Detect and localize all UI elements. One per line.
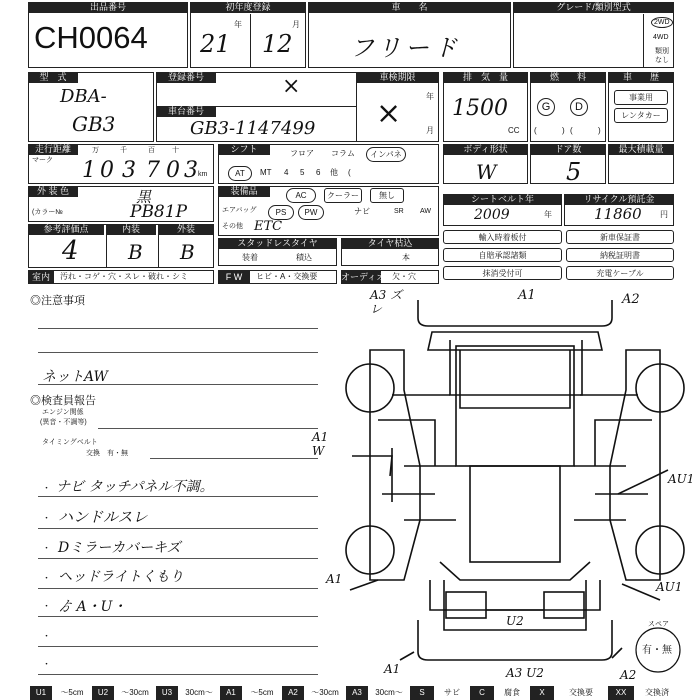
door-count-value: 5 xyxy=(566,158,582,186)
body-shape-label: ボディ形状 xyxy=(443,144,528,155)
engine-label-1: エンジン関係 xyxy=(42,409,84,416)
remark-line-7 xyxy=(38,674,318,675)
registration-month: 12 xyxy=(262,30,293,58)
remark-line-3 xyxy=(38,558,318,559)
exterior-grade-label: 外装 xyxy=(158,224,214,235)
equip-aw: AW xyxy=(420,208,432,215)
timing-line xyxy=(150,458,318,459)
engine-label-2: (異音・不調等) xyxy=(40,419,87,426)
legend-val-u1: 〜5cm xyxy=(60,688,84,697)
remark-line-6 xyxy=(38,646,318,647)
fw-items: ヒビ・A・交換要 xyxy=(256,272,318,281)
fw-title: F W xyxy=(218,270,250,284)
body-shape-value: W xyxy=(476,160,497,184)
remark-1: ナビ タッチパネル不調。 xyxy=(56,479,214,495)
color-number-label: (カラー№ xyxy=(32,209,63,216)
tire-unit: 本 xyxy=(402,253,410,262)
fuel-paren-3: ( xyxy=(570,126,573,135)
model-line1: DBA- xyxy=(60,86,107,107)
legend-val-s: サビ xyxy=(444,688,460,697)
interior-condition-title: 室内 xyxy=(28,270,54,284)
mileage-digit-3: 3 xyxy=(122,158,136,183)
fuel-g: G xyxy=(537,98,555,116)
history-rental: レンタカー xyxy=(614,108,668,123)
doc-insurance: 自賠承認諸類 xyxy=(443,248,562,262)
shift-4: 4 xyxy=(284,168,289,177)
shift-6: 6 xyxy=(316,168,321,177)
mileage-juu: 十 xyxy=(172,147,179,154)
seatbelt-unit: 年 xyxy=(544,210,552,219)
doc-cancel-ok: 抹消受付可 xyxy=(443,266,562,280)
shift-label: シフト xyxy=(218,144,270,155)
model-label: 型 式 xyxy=(28,72,78,83)
recycle-value: 11860 xyxy=(594,205,642,223)
inspection-label: 車検期限 xyxy=(356,72,439,83)
notes-line-2 xyxy=(38,352,318,353)
studless-label: スタッドレスタイヤ xyxy=(218,238,337,249)
legend-key-a1: A1 xyxy=(220,686,242,700)
car-name-label: 車 名 xyxy=(308,2,511,13)
displacement-value: 1500 xyxy=(452,96,508,121)
fuel-paren-2: ) xyxy=(562,126,565,135)
grade-label: グレード/類別型式 xyxy=(513,2,674,13)
mileage-mark-label: マーク xyxy=(32,157,53,164)
diagram-mark-au1-rear: AU1 xyxy=(656,580,683,594)
shift-other: 他 xyxy=(330,168,338,177)
remark-4: ヘッドライトくもり xyxy=(58,569,184,585)
remark-bullet-6: ・ xyxy=(42,631,52,641)
equip-sr: SR xyxy=(394,208,404,215)
diagram-mark-a1-w: A1 W xyxy=(312,430,329,458)
tire-label: タイヤ枯込 xyxy=(341,238,439,249)
diagram-mark-a1-left: A1 xyxy=(326,572,343,586)
history-business: 事業用 xyxy=(614,90,668,105)
engine-line xyxy=(98,428,318,429)
inspector-heading: ◎検査員報告 xyxy=(30,395,96,407)
inspection-month-unit: 月 xyxy=(426,126,434,135)
equip-other-label: その他 xyxy=(222,223,243,230)
equip-airbag: エアバッグ xyxy=(222,207,257,214)
remark-bullet-4: ・ xyxy=(42,573,52,583)
registration-number-mark: × xyxy=(282,74,301,99)
fuel-paren-4: ) xyxy=(598,126,601,135)
lot-number-value: CH0064 xyxy=(34,20,148,55)
equip-navi: ナビ xyxy=(346,205,378,218)
mileage-digit-1: 1 xyxy=(82,158,96,183)
remark-line-4 xyxy=(38,588,318,589)
timing-belt-label-2: 交換 有・無 xyxy=(86,450,128,457)
shift-paren: ( xyxy=(348,168,351,177)
audio-items: 欠・穴 xyxy=(392,272,416,281)
fuel-label: 燃 料 xyxy=(530,72,606,83)
grade-divider xyxy=(643,14,644,68)
equip-other-value: ETC xyxy=(254,219,283,234)
color-number-value: PB81P xyxy=(130,202,188,222)
legend-val-a2: 〜30cm xyxy=(311,688,339,697)
equip-ac: AC xyxy=(286,188,316,203)
remark-bullet-7: ・ xyxy=(42,659,52,669)
mileage-digit-2: 0 xyxy=(100,158,114,183)
legend-key-s: S xyxy=(410,686,434,700)
notes-text: ネットAW xyxy=(42,369,108,385)
door-count-label: ドア数 xyxy=(530,144,606,155)
mileage-digit-5: 0 xyxy=(166,158,180,183)
remark-line-1 xyxy=(38,496,318,497)
exterior-grade-value: B xyxy=(180,240,195,264)
legend-key-u1: U1 xyxy=(30,686,52,700)
legend-key-a3: A3 xyxy=(346,686,368,700)
spare-value: 有・無 xyxy=(642,645,672,656)
lot-number-label: 出品番号 xyxy=(28,2,188,13)
studless-fitted: 装着 xyxy=(232,251,268,264)
drive-none: 類別なし xyxy=(655,48,669,64)
diagram-mark-au1-right: AU1 xyxy=(668,472,695,486)
mileage-km: km xyxy=(198,171,208,178)
year-divider xyxy=(250,14,251,68)
equip-pw: PW xyxy=(298,205,324,220)
mileage-digit-6: 3 xyxy=(184,158,198,183)
legend-val-u2: 〜30cm xyxy=(121,688,149,697)
legend-val-xx: 交換済 xyxy=(645,688,669,697)
interior-grade-value: B xyxy=(128,240,143,264)
notes-line-1 xyxy=(38,328,318,329)
shift-5: 5 xyxy=(300,168,305,177)
diagram-mark-a3-u2: A3 U2 xyxy=(506,666,544,680)
diagram-mark-u2: U2 xyxy=(506,614,524,628)
doc-charge-cable: 充電ケーブル xyxy=(566,266,674,280)
rating-value: 4 xyxy=(62,236,79,266)
car-name-value: フリード xyxy=(350,34,462,62)
month-unit: 月 xyxy=(292,20,300,29)
mileage-sen: 千 xyxy=(120,147,127,154)
inspection-mark: × xyxy=(376,96,402,131)
mileage-label: 走行距離 xyxy=(28,144,78,155)
car-damage-diagram xyxy=(300,280,700,684)
mileage-hyaku: 百 xyxy=(148,147,155,154)
legend-val-u3: 30cm〜 xyxy=(185,688,213,697)
chassis-number: GB3-1147499 xyxy=(190,118,316,139)
remark-bullet-5: ・ xyxy=(42,601,52,611)
equip-none: 無し xyxy=(370,188,404,203)
legend-key-xx: XX xyxy=(608,686,634,700)
recycle-unit: 円 xyxy=(660,210,668,219)
remark-2: ハンドルスレ xyxy=(58,508,148,526)
shift-floor: フロア xyxy=(282,147,322,160)
remark-bullet-3: ・ xyxy=(42,543,52,553)
shift-column: コラム xyxy=(326,147,360,160)
diagram-mark-a3-zure: A3 ズレ xyxy=(370,288,403,316)
remark-3: Dミラーカバーキズ xyxy=(58,540,181,556)
history-label: 車 歴 xyxy=(608,72,674,83)
cc-unit: CC xyxy=(508,126,520,135)
recycle-label: リサイクル預託金 xyxy=(564,194,674,205)
seatbelt-value: 2009 xyxy=(474,207,510,223)
equipment-label: 装備品 xyxy=(218,186,270,197)
shift-instrument: インパネ xyxy=(366,147,406,162)
year-unit: 年 xyxy=(234,20,242,29)
legend-key-u3: U3 xyxy=(156,686,178,700)
interior-condition-items: 汚れ・コゲ・穴・スレ・破れ・シミ xyxy=(60,272,188,281)
remark-bullet-2: ・ xyxy=(42,513,52,523)
legend-key-u2: U2 xyxy=(92,686,114,700)
registration-year: 21 xyxy=(200,30,231,58)
legend-val-c: 腐食 xyxy=(504,688,520,697)
remark-bullet-1: ・ xyxy=(42,483,52,493)
diagram-mark-a2-rear: A2 xyxy=(620,668,637,682)
fuel-paren-1: ( xyxy=(534,126,537,135)
legend-val-x: 交換要 xyxy=(569,688,593,697)
interior-grade-label: 内装 xyxy=(106,224,156,235)
inspection-year-unit: 年 xyxy=(426,92,434,101)
spare-label: スペア xyxy=(648,621,669,628)
shift-mt: MT xyxy=(260,168,272,177)
mileage-man: 万 xyxy=(92,147,99,154)
model-line2: GB3 xyxy=(72,112,116,136)
seatbelt-label: シートベルト年 xyxy=(443,194,562,205)
chassis-label: 車台番号 xyxy=(156,106,216,117)
shift-at: AT xyxy=(228,166,252,181)
audio-title: オーディオ xyxy=(341,272,386,282)
capacity-label: 最大積載量 xyxy=(608,144,674,155)
legend-key-x: X xyxy=(530,686,554,700)
first-registration-label: 初年度登録 xyxy=(190,2,306,13)
exterior-color-label: 外 装 色 xyxy=(28,186,78,197)
diagram-mark-a1-front: A1 xyxy=(518,288,536,303)
registration-number-label: 登録番号 xyxy=(156,72,216,83)
diagram-mark-a1-rear: A1 xyxy=(384,662,401,676)
mileage-digit-4: 7 xyxy=(146,158,160,183)
equip-cooler: クーラー xyxy=(324,188,362,203)
remark-line-5 xyxy=(38,616,318,617)
remark-5: ゟ A・U・ xyxy=(58,599,127,615)
legend-key-c: C xyxy=(470,686,494,700)
rating-label: 参考評価点 xyxy=(28,224,104,235)
legend-key-a2: A2 xyxy=(282,686,304,700)
notes-heading: ◎注意事項 xyxy=(30,295,85,307)
drive-4wd: 4WD xyxy=(653,34,669,41)
doc-tax-cert: 納税証明書 xyxy=(566,248,674,262)
diagram-mark-a2-front: A2 xyxy=(622,292,640,307)
remark-line-2 xyxy=(38,528,318,529)
doc-new-warranty: 新車保証書 xyxy=(566,230,674,244)
displacement-label: 排 気 量 xyxy=(443,72,528,83)
equip-ps: PS xyxy=(268,205,294,220)
timing-belt-label-1: タイミングベルト xyxy=(42,439,98,446)
drive-2wd: 2WD xyxy=(651,17,673,28)
legend-val-a3: 30cm〜 xyxy=(375,688,403,697)
legend-val-a1: 〜5cm xyxy=(250,688,274,697)
studless-loaded: 積込 xyxy=(286,251,322,264)
doc-import-plate: 輸入時着板付 xyxy=(443,230,562,244)
fuel-d: D xyxy=(570,98,588,116)
exterior-color-value: 黒 xyxy=(136,188,152,206)
